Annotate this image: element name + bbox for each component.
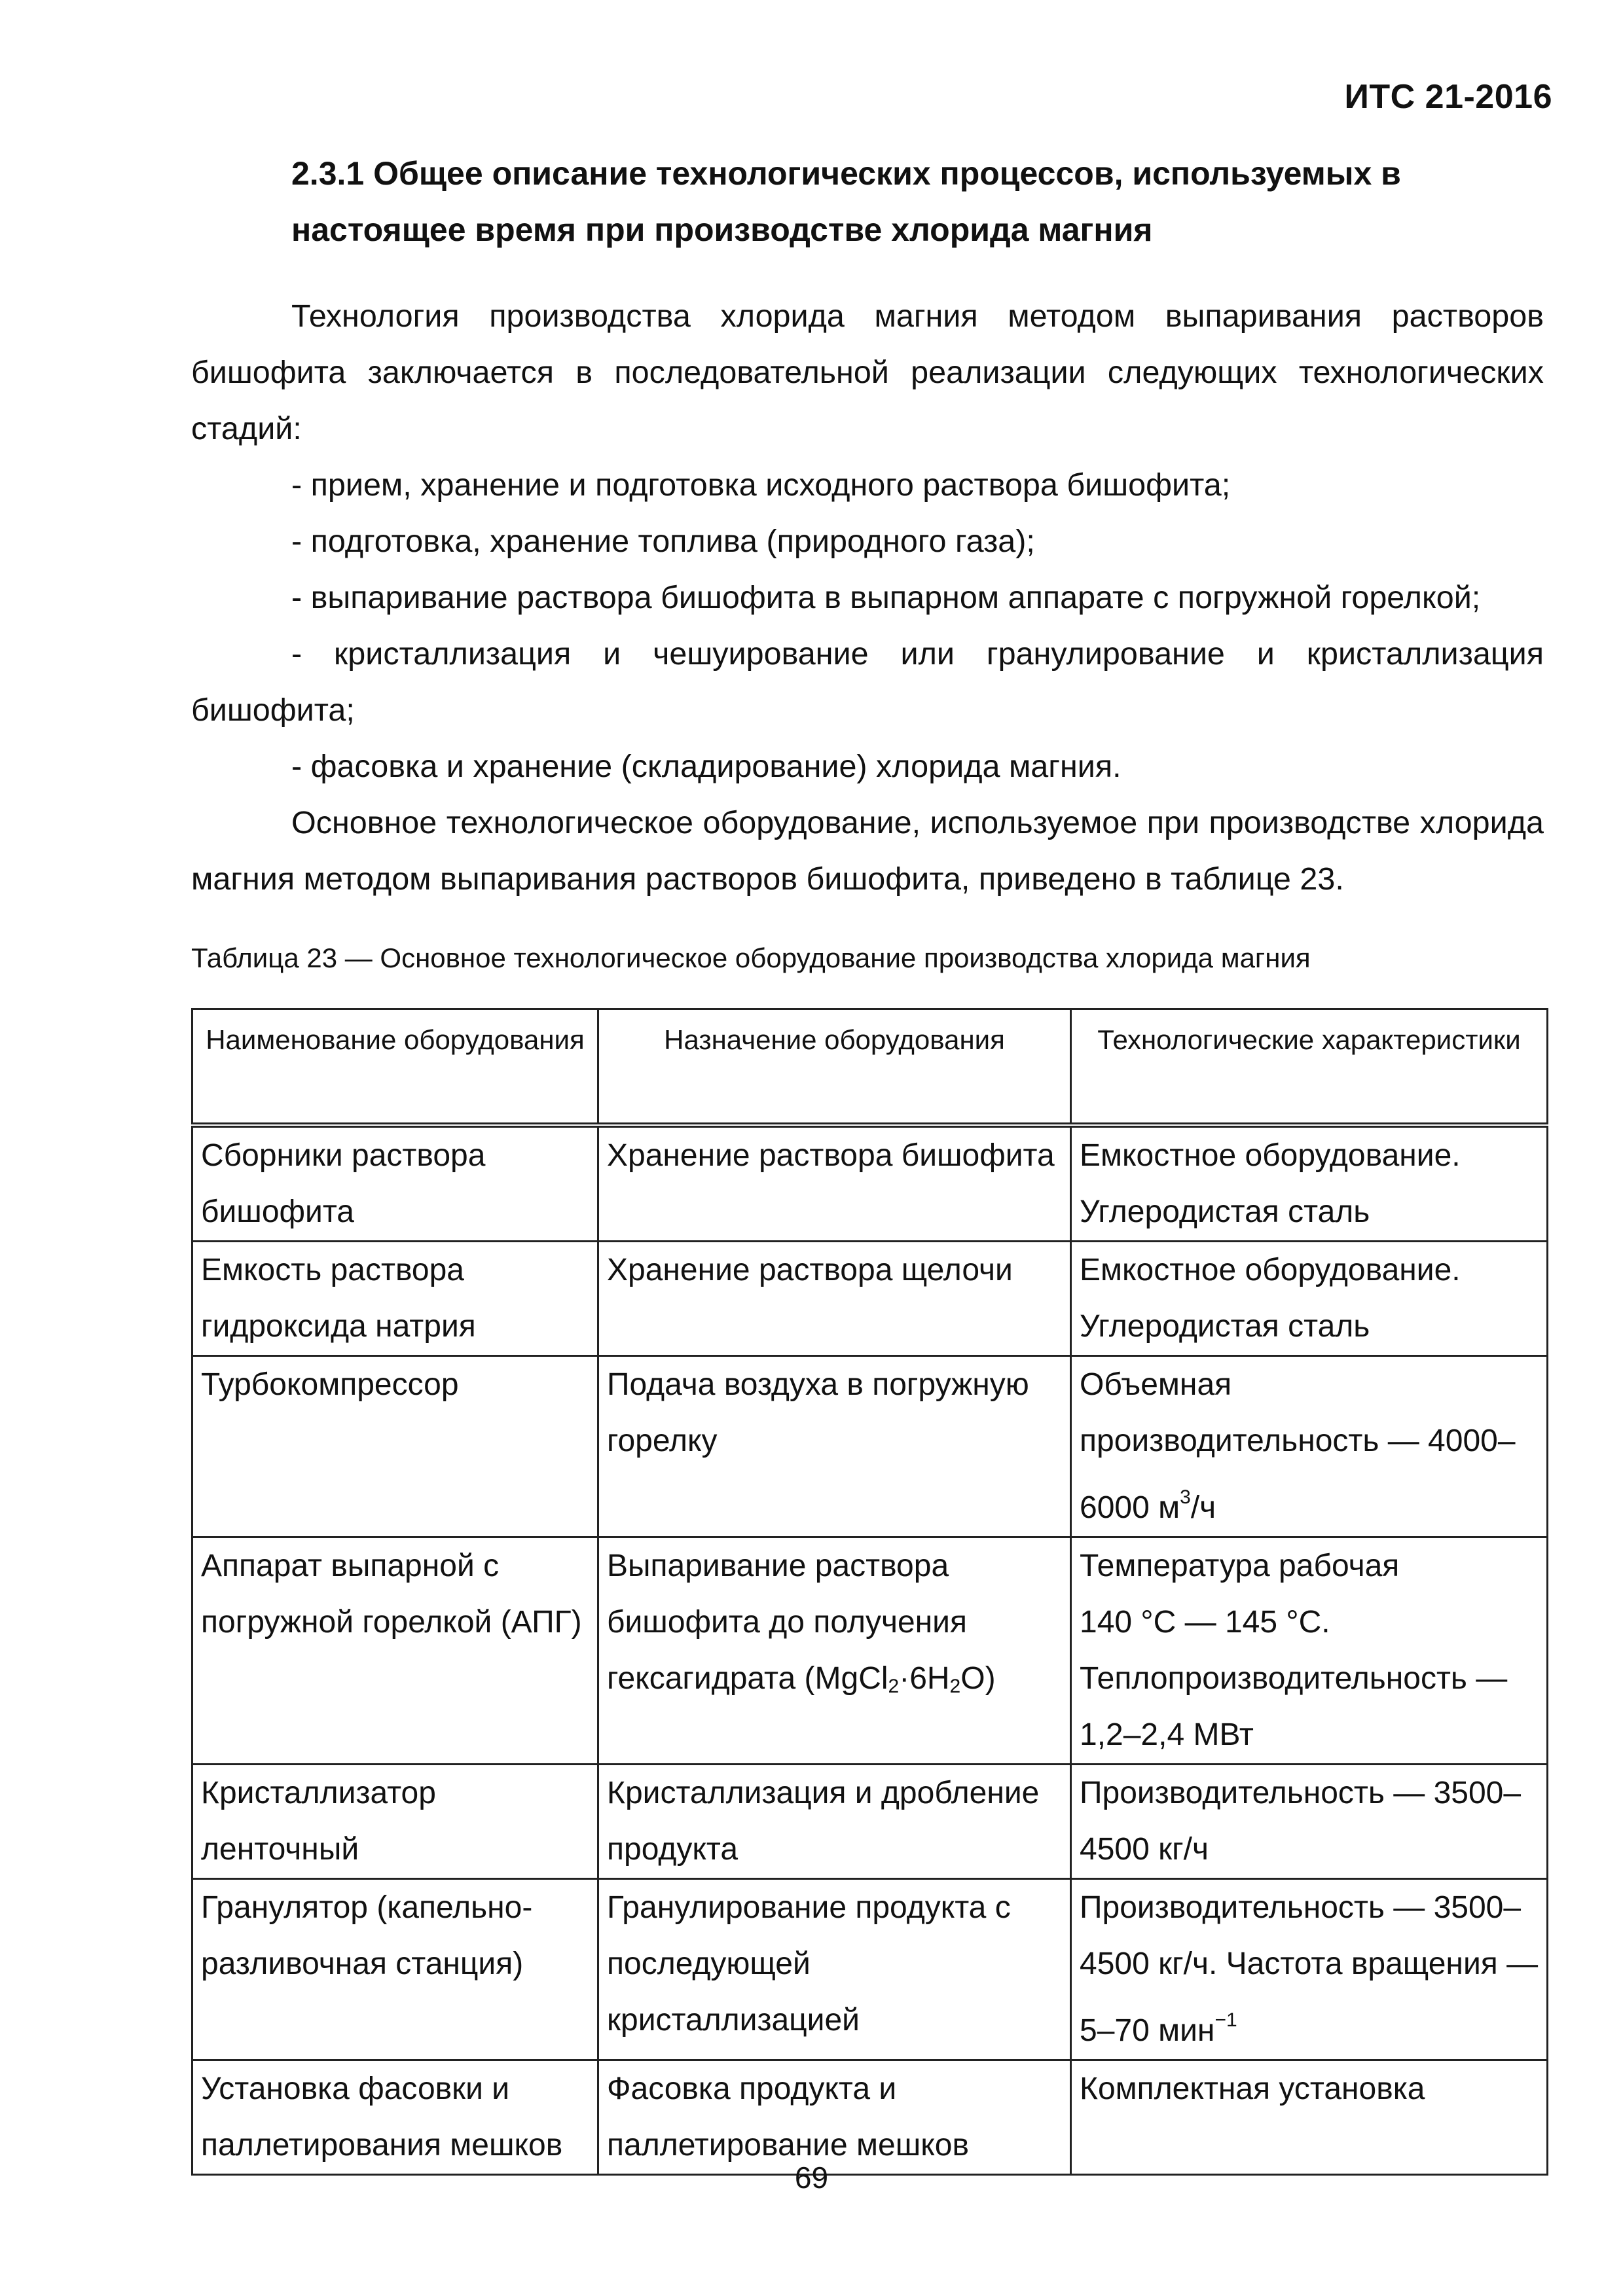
- superscript: 3: [1180, 1486, 1191, 1508]
- stage-item: - кристаллизация и чешуирование или гранулирование и кристаллизация бишофита;: [191, 636, 1544, 728]
- equipment-specs: Емкостное оборудование. Углеродистая сталь: [1071, 1242, 1548, 1356]
- column-header: Наименование оборудования: [192, 1009, 598, 1126]
- equipment-purpose: Хранение раствора щелочи: [598, 1242, 1071, 1356]
- equipment-purpose: Гранулирование продукта с последующей кристаллизацией: [598, 1879, 1071, 2060]
- table-row: [192, 1356, 1548, 1537]
- specs-line: Теплопроизводительность — 1,2–2,4 МВт: [1080, 1661, 1508, 1752]
- table-header-row: [192, 1009, 1548, 1126]
- column-header: Назначение оборудования: [598, 1009, 1071, 1126]
- equipment-purpose: Подача воздуха в погружную горелку: [598, 1356, 1071, 1537]
- equipment-name: Аппарат выпарной с погружной горелкой (АПГ): [192, 1537, 598, 1765]
- table-row: [192, 1537, 1548, 1765]
- equipment-name: Сборники раствора бишофита: [192, 1125, 598, 1242]
- table-row: [192, 1879, 1548, 2060]
- page-number: 69: [794, 2161, 829, 2195]
- purpose-text: Выпаривание раствора бишофита до получения гексагидрата (MgCl: [607, 1549, 967, 1696]
- stage-item: - прием, хранение и подготовка исходного раствора бишофита;: [291, 467, 1231, 503]
- table-caption: Таблица 23 — Основное технологическое оборудование производства хлорида магния: [191, 942, 1311, 973]
- equipment-paragraph: Основное технологическое оборудование, используемое при производстве хлорида магния методом выпаривания растворов бишофита, приведено в таблице 23.: [191, 805, 1544, 897]
- equipment-purpose: [598, 1537, 1071, 1765]
- body-text: [191, 288, 1544, 907]
- table-row: [192, 1765, 1548, 1879]
- specs-line: Температура рабочая: [1080, 1549, 1400, 1583]
- equipment-purpose: Кристаллизация и дробление продукта: [598, 1765, 1071, 1879]
- equipment-table: [191, 1008, 1548, 2176]
- equipment-specs: [1071, 1879, 1548, 2060]
- subscript: 2: [888, 1676, 900, 1697]
- stage-item: - фасовка и хранение (складирование) хлорида магния.: [291, 749, 1122, 784]
- specs-line: 140 °С — 145 °С.: [1080, 1605, 1330, 1640]
- stage-item: - подготовка, хранение топлива (природного газа);: [291, 524, 1035, 559]
- section-heading: 2.3.1 Общее описание технологических процессов, используемых в настоящее время при производстве хлорида магния: [291, 155, 1401, 248]
- table-row: [192, 1242, 1548, 1356]
- equipment-specs: Производительность — 3500–4500 кг/ч: [1071, 1765, 1548, 1879]
- table-row: [192, 2060, 1548, 2175]
- equipment-specs: [1071, 1356, 1548, 1537]
- equipment-specs: Емкостное оборудование. Углеродистая сталь: [1071, 1125, 1548, 1242]
- equipment-name: Гранулятор (капельно-разливочная станция): [192, 1879, 598, 2060]
- table-row: [192, 1125, 1548, 1242]
- specs-unit: /ч: [1190, 1490, 1216, 1525]
- formula-part: O): [960, 1661, 996, 1696]
- superscript: −1: [1214, 2009, 1237, 2031]
- equipment-name: Кристаллизатор ленточный: [192, 1765, 598, 1879]
- document-code: ИТС 21-2016: [1344, 78, 1552, 116]
- specs-text: Производительность — 3500–4500 кг/ч. Частота вращения — 5–70 мин: [1080, 1890, 1539, 2048]
- specs-text: Объемная производительность — 4000–6000 м: [1080, 1367, 1516, 1525]
- equipment-purpose: Хранение раствора бишофита: [598, 1125, 1071, 1242]
- equipment-name: Установка фасовки и паллетирования мешков: [192, 2060, 598, 2175]
- column-header: Технологические характеристики: [1071, 1009, 1548, 1126]
- stage-item: - выпаривание раствора бишофита в выпарном аппарате с погружной горелкой;: [291, 580, 1481, 615]
- formula-part: ·6H: [899, 1661, 950, 1696]
- subscript: 2: [949, 1676, 961, 1697]
- equipment-purpose: Фасовка продукта и паллетирование мешков: [598, 2060, 1071, 2175]
- intro-paragraph: Технология производства хлорида магния методом выпаривания растворов бишофита заключается в последовательной реализации следующих технологических стадий:: [191, 298, 1544, 446]
- equipment-specs: Комплектная установка: [1071, 2060, 1548, 2175]
- equipment-name: Турбокомпрессор: [192, 1356, 598, 1537]
- equipment-name: Емкость раствора гидроксида натрия: [192, 1242, 598, 1356]
- equipment-specs: [1071, 1537, 1548, 1765]
